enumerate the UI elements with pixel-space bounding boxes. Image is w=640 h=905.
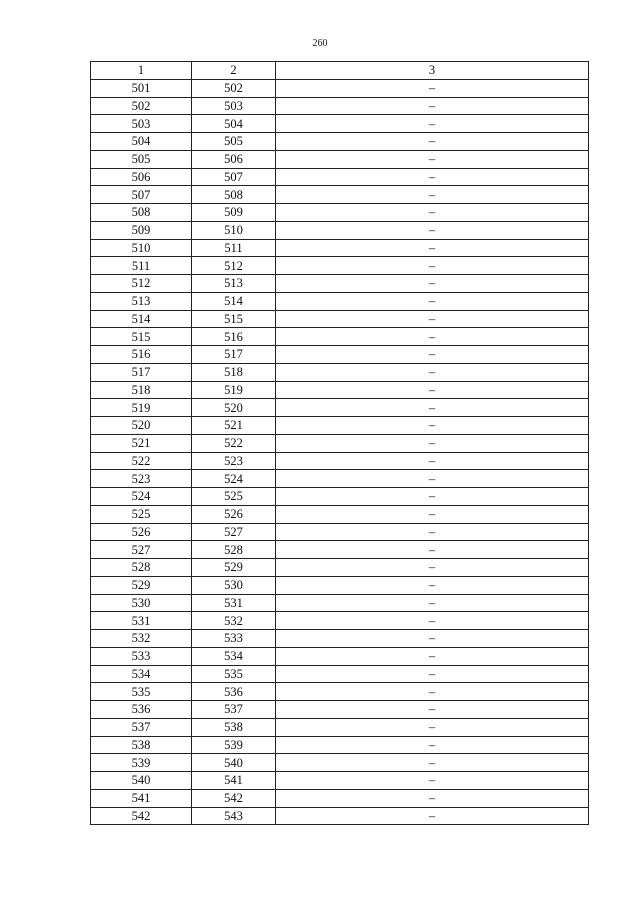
table-cell: 538	[192, 718, 276, 736]
table-cell: –	[276, 718, 589, 736]
table-cell: –	[276, 363, 589, 381]
table-cell: 529	[91, 576, 192, 594]
table-row	[91, 612, 589, 630]
table-cell: 522	[91, 452, 192, 470]
table-cell: 529	[192, 559, 276, 577]
table-cell: –	[276, 346, 589, 364]
table-cell: –	[276, 97, 589, 115]
table-cell: 505	[91, 150, 192, 168]
table-cell: –	[276, 133, 589, 151]
table-cell: –	[276, 417, 589, 435]
table-row	[91, 310, 589, 328]
table-cell: –	[276, 150, 589, 168]
page-number: 260	[312, 38, 328, 49]
table-cell: 525	[91, 505, 192, 523]
table-row	[91, 505, 589, 523]
table-row	[91, 718, 589, 736]
table-row	[91, 115, 589, 133]
table-cell: 537	[91, 718, 192, 736]
table-row	[91, 381, 589, 399]
table-row	[91, 257, 589, 275]
table-cell: 511	[91, 257, 192, 275]
table-row	[91, 630, 589, 648]
table-cell: 534	[91, 665, 192, 683]
table-row	[91, 470, 589, 488]
table-cell: –	[276, 221, 589, 239]
table-cell: 541	[192, 772, 276, 790]
table-cell: –	[276, 470, 589, 488]
table-cell: –	[276, 559, 589, 577]
table-row	[91, 204, 589, 222]
table-cell: 535	[192, 665, 276, 683]
table-row	[91, 97, 589, 115]
table-cell: 525	[192, 488, 276, 506]
table-row	[91, 434, 589, 452]
table-cell: 508	[192, 186, 276, 204]
table-cell: –	[276, 630, 589, 648]
table-cell: 501	[91, 79, 192, 97]
table-cell: –	[276, 505, 589, 523]
table-cell: 536	[91, 701, 192, 719]
table-cell: 539	[192, 736, 276, 754]
table-cell: 519	[91, 399, 192, 417]
table-cell: 520	[192, 399, 276, 417]
table-cell: 504	[192, 115, 276, 133]
table-cell: 509	[192, 204, 276, 222]
table-cell: 536	[192, 683, 276, 701]
table-cell: 517	[91, 363, 192, 381]
table-cell: –	[276, 807, 589, 825]
table-cell: 510	[91, 239, 192, 257]
table-row	[91, 133, 589, 151]
table-cell: 503	[91, 115, 192, 133]
table-row	[91, 772, 589, 790]
table-row	[91, 328, 589, 346]
table-cell: 532	[192, 612, 276, 630]
table-cell: 523	[91, 470, 192, 488]
table-row	[91, 452, 589, 470]
table-cell: 519	[192, 381, 276, 399]
table-cell: 542	[91, 807, 192, 825]
table-row	[91, 541, 589, 559]
table-cell: –	[276, 399, 589, 417]
table-row	[91, 736, 589, 754]
table-cell: 522	[192, 434, 276, 452]
table-cell: –	[276, 292, 589, 310]
table-cell: 534	[192, 647, 276, 665]
table-cell: 528	[192, 541, 276, 559]
table-cell: –	[276, 434, 589, 452]
table-cell: 511	[192, 239, 276, 257]
table-row	[91, 417, 589, 435]
table-cell: 539	[91, 754, 192, 772]
table-row	[91, 576, 589, 594]
table-cell: 524	[91, 488, 192, 506]
table-cell: 518	[91, 381, 192, 399]
table-row	[91, 79, 589, 97]
table-cell: –	[276, 647, 589, 665]
table-cell: –	[276, 488, 589, 506]
table-cell: –	[276, 257, 589, 275]
table-cell: –	[276, 168, 589, 186]
table-row	[91, 647, 589, 665]
column-header: 3	[276, 62, 589, 80]
table-cell: 527	[192, 523, 276, 541]
table-cell: 515	[91, 328, 192, 346]
table-cell: 516	[91, 346, 192, 364]
table-row	[91, 665, 589, 683]
table-cell: 526	[91, 523, 192, 541]
table-header-row	[91, 62, 589, 80]
table-cell: –	[276, 239, 589, 257]
table-row	[91, 559, 589, 577]
table-cell: 533	[91, 647, 192, 665]
table-cell: –	[276, 79, 589, 97]
table-row	[91, 150, 589, 168]
table-cell: 530	[91, 594, 192, 612]
table-cell: 514	[192, 292, 276, 310]
table-row	[91, 346, 589, 364]
table-cell: –	[276, 736, 589, 754]
table-cell: –	[276, 594, 589, 612]
table-row	[91, 168, 589, 186]
table-row	[91, 239, 589, 257]
table-cell: 520	[91, 417, 192, 435]
table-row	[91, 789, 589, 807]
table-cell: –	[276, 754, 589, 772]
table-cell: –	[276, 541, 589, 559]
table-cell: –	[276, 665, 589, 683]
table-cell: 508	[91, 204, 192, 222]
table-cell: 509	[91, 221, 192, 239]
table-cell: 533	[192, 630, 276, 648]
column-header: 2	[192, 62, 276, 80]
table-cell: 506	[91, 168, 192, 186]
table-cell: 504	[91, 133, 192, 151]
table-cell: 524	[192, 470, 276, 488]
table-cell: 514	[91, 310, 192, 328]
table-row	[91, 186, 589, 204]
table-row	[91, 701, 589, 719]
table-cell: 526	[192, 505, 276, 523]
table-cell: 513	[91, 292, 192, 310]
table-cell: –	[276, 275, 589, 293]
table-cell: –	[276, 381, 589, 399]
table-row	[91, 594, 589, 612]
table-row	[91, 399, 589, 417]
table-row	[91, 807, 589, 825]
table-row	[91, 363, 589, 381]
column-header: 1	[91, 62, 192, 80]
table-cell: –	[276, 789, 589, 807]
table-cell: 521	[192, 417, 276, 435]
table-cell: 505	[192, 133, 276, 151]
table-row	[91, 523, 589, 541]
table-cell: –	[276, 328, 589, 346]
table-cell: 537	[192, 701, 276, 719]
table-cell: 515	[192, 310, 276, 328]
table-row	[91, 683, 589, 701]
table-cell: –	[276, 523, 589, 541]
table-cell: –	[276, 772, 589, 790]
table-cell: 527	[91, 541, 192, 559]
table-cell: 507	[91, 186, 192, 204]
table-row	[91, 275, 589, 293]
table-row	[91, 221, 589, 239]
table-row	[91, 754, 589, 772]
table-cell: –	[276, 683, 589, 701]
table-cell: 538	[91, 736, 192, 754]
table-cell: –	[276, 204, 589, 222]
table-cell: 535	[91, 683, 192, 701]
table-cell: 540	[91, 772, 192, 790]
data-table	[90, 61, 589, 825]
table-cell: 542	[192, 789, 276, 807]
table-cell: 528	[91, 559, 192, 577]
table-cell: –	[276, 612, 589, 630]
table-cell: 510	[192, 221, 276, 239]
table-cell: 541	[91, 789, 192, 807]
table-cell: –	[276, 452, 589, 470]
table-cell: –	[276, 576, 589, 594]
table-cell: –	[276, 115, 589, 133]
table-body	[91, 79, 589, 825]
table-cell: 530	[192, 576, 276, 594]
table-cell: 540	[192, 754, 276, 772]
table-cell: 506	[192, 150, 276, 168]
table-cell: 518	[192, 363, 276, 381]
table-cell: 502	[192, 79, 276, 97]
table-cell: 512	[192, 257, 276, 275]
table-cell: 503	[192, 97, 276, 115]
table-cell: 531	[192, 594, 276, 612]
table-row	[91, 488, 589, 506]
table-cell: 513	[192, 275, 276, 293]
table-cell: –	[276, 186, 589, 204]
table-cell: 517	[192, 346, 276, 364]
table-cell: 523	[192, 452, 276, 470]
table-cell: 512	[91, 275, 192, 293]
table-cell: 507	[192, 168, 276, 186]
table-row	[91, 292, 589, 310]
table-cell: 516	[192, 328, 276, 346]
table-cell: 532	[91, 630, 192, 648]
table-cell: 531	[91, 612, 192, 630]
table-cell: 521	[91, 434, 192, 452]
table-cell: 502	[91, 97, 192, 115]
table-cell: –	[276, 310, 589, 328]
table-cell: 543	[192, 807, 276, 825]
table-cell: –	[276, 701, 589, 719]
